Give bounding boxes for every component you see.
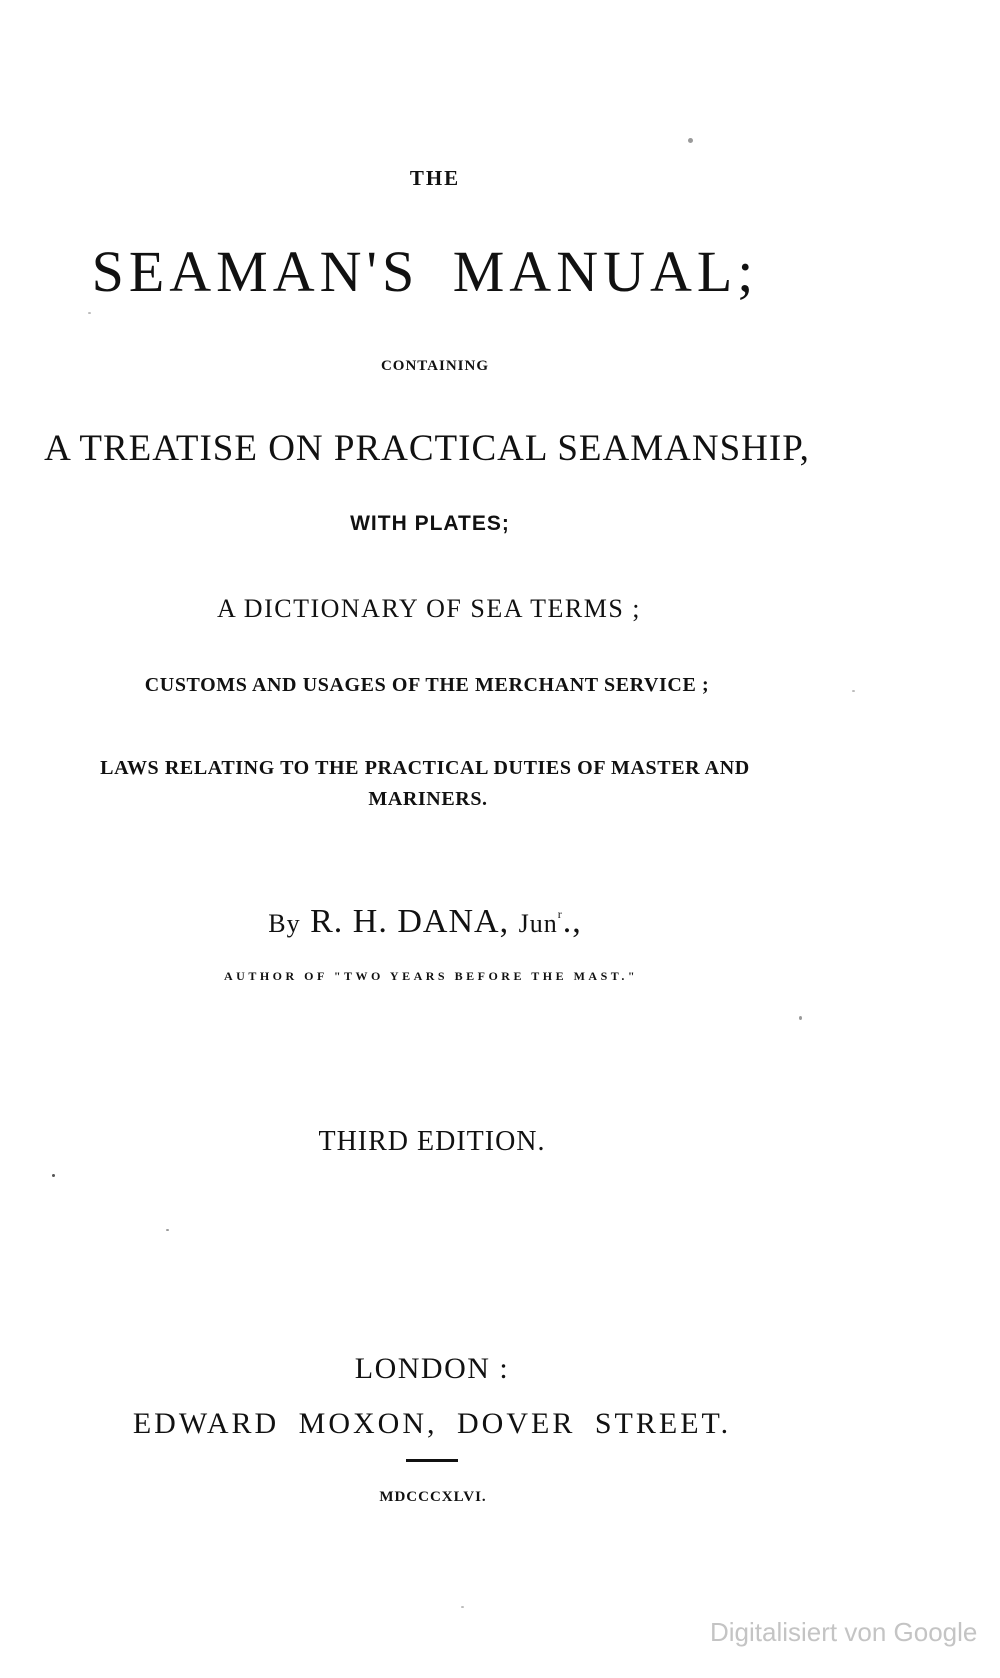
paper-speck xyxy=(852,690,855,692)
author-suffix: Jun xyxy=(518,909,558,938)
contents-laws-line-2: MARINERS. xyxy=(368,788,488,810)
contents-customs: CUSTOMS AND USAGES OF THE MERCHANT SERVICE ; xyxy=(144,674,710,696)
title-the: THE xyxy=(409,166,461,190)
paper-speck xyxy=(88,312,91,314)
author-by: By xyxy=(268,909,301,938)
divider-rule xyxy=(406,1459,458,1462)
contents-dictionary: A DICTIONARY OF SEA TERMS ; xyxy=(216,594,642,623)
author-name: R. H. DANA, xyxy=(310,903,510,940)
publisher-city: LONDON : xyxy=(354,1352,510,1385)
paper-speck xyxy=(52,1174,55,1177)
paper-speck xyxy=(799,1016,802,1020)
contents-laws-line-1: LAWS RELATING TO THE PRACTICAL DUTIES OF MASTER AND xyxy=(100,757,750,779)
publisher-name: EDWARD MOXON, DOVER STREET. xyxy=(132,1407,732,1440)
author-suffix-superscript: r xyxy=(557,907,563,921)
author-suffix-end: ., xyxy=(562,903,582,940)
contents-plates: WITH PLATES; xyxy=(350,512,510,535)
author-line xyxy=(0,903,860,941)
paper-speck xyxy=(461,1606,464,1608)
paper-speck xyxy=(688,138,693,143)
paper-speck xyxy=(166,1229,169,1231)
edition: THIRD EDITION. xyxy=(318,1126,546,1157)
contents-treatise: A TREATISE ON PRACTICAL SEAMANSHIP, xyxy=(44,428,810,469)
publication-year: MDCCCXLVI. xyxy=(379,1489,487,1505)
containing-label: CONTAINING xyxy=(380,358,490,374)
book-title: SEAMAN'S MANUAL; xyxy=(91,239,759,304)
author-of-note: AUTHOR OF "TWO YEARS BEFORE THE MAST." xyxy=(223,969,639,983)
digitization-watermark: Digitalisiert von Google xyxy=(710,1617,978,1647)
